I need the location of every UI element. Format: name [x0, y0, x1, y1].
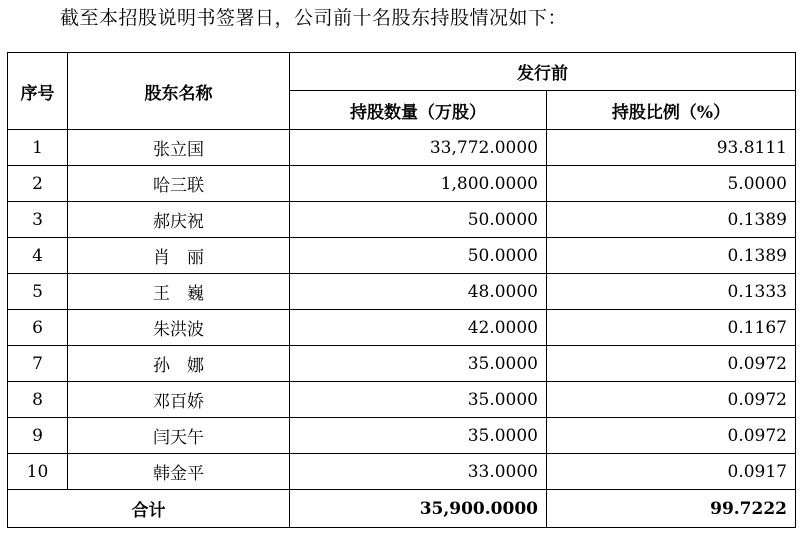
row-name: 哈三联: [68, 166, 290, 202]
row-pct: 5.0000: [547, 166, 796, 202]
row-qty: 35.0000: [290, 418, 547, 454]
row-pct: 0.1389: [547, 238, 796, 274]
header-pct: 持股比例（%）: [547, 91, 796, 130]
table-row: [8, 454, 796, 490]
row-qty: 42.0000: [290, 310, 547, 346]
row-pct: 0.1167: [547, 310, 796, 346]
row-name: 闫天午: [68, 418, 290, 454]
row-qty: 35.0000: [290, 382, 547, 418]
row-no: 9: [8, 418, 68, 454]
row-no: 7: [8, 346, 68, 382]
row-pct: 0.0917: [547, 454, 796, 490]
header-row: [8, 53, 796, 91]
row-pct: 0.1389: [547, 202, 796, 238]
header-group: 发行前: [290, 53, 796, 91]
header-no: 序号: [8, 53, 68, 130]
row-qty: 1,800.0000: [290, 166, 547, 202]
row-no: 5: [8, 274, 68, 310]
row-name: 邓百娇: [68, 382, 290, 418]
row-no: 4: [8, 238, 68, 274]
total-qty: 35,900.0000: [290, 490, 547, 528]
table-row: [8, 202, 796, 238]
row-no: 1: [8, 130, 68, 166]
row-name: 韩金平: [68, 454, 290, 490]
row-no: 10: [8, 454, 68, 490]
table-row: [8, 238, 796, 274]
row-qty: 50.0000: [290, 202, 547, 238]
total-label: 合计: [8, 490, 290, 528]
table-row: [8, 382, 796, 418]
table-row: [8, 418, 796, 454]
row-no: 2: [8, 166, 68, 202]
row-no: 8: [8, 382, 68, 418]
intro-text: 截至本招股说明书签署日，公司前十名股东持股情况如下：: [60, 7, 568, 29]
row-qty: 48.0000: [290, 274, 547, 310]
row-pct: 0.0972: [547, 346, 796, 382]
row-pct: 93.8111: [547, 130, 796, 166]
shareholder-table: [7, 52, 796, 528]
header-name: 股东名称: [68, 53, 290, 130]
row-name: 肖 丽: [68, 238, 290, 274]
row-name: 郝庆祝: [68, 202, 290, 238]
row-qty: 33,772.0000: [290, 130, 547, 166]
table-row: [8, 274, 796, 310]
row-name: 张立国: [68, 130, 290, 166]
row-name: 孙 娜: [68, 346, 290, 382]
table-row: [8, 166, 796, 202]
row-qty: 50.0000: [290, 238, 547, 274]
row-qty: 33.0000: [290, 454, 547, 490]
row-pct: 0.0972: [547, 418, 796, 454]
row-qty: 35.0000: [290, 346, 547, 382]
row-no: 3: [8, 202, 68, 238]
row-no: 6: [8, 310, 68, 346]
row-name: 王 巍: [68, 274, 290, 310]
total-row: [8, 490, 796, 528]
header-qty: 持股数量（万股）: [290, 91, 547, 130]
table-row: [8, 310, 796, 346]
row-name: 朱洪波: [68, 310, 290, 346]
table-row: [8, 346, 796, 382]
total-pct: 99.7222: [547, 490, 796, 528]
table-row: [8, 130, 796, 166]
row-pct: 0.1333: [547, 274, 796, 310]
row-pct: 0.0972: [547, 382, 796, 418]
